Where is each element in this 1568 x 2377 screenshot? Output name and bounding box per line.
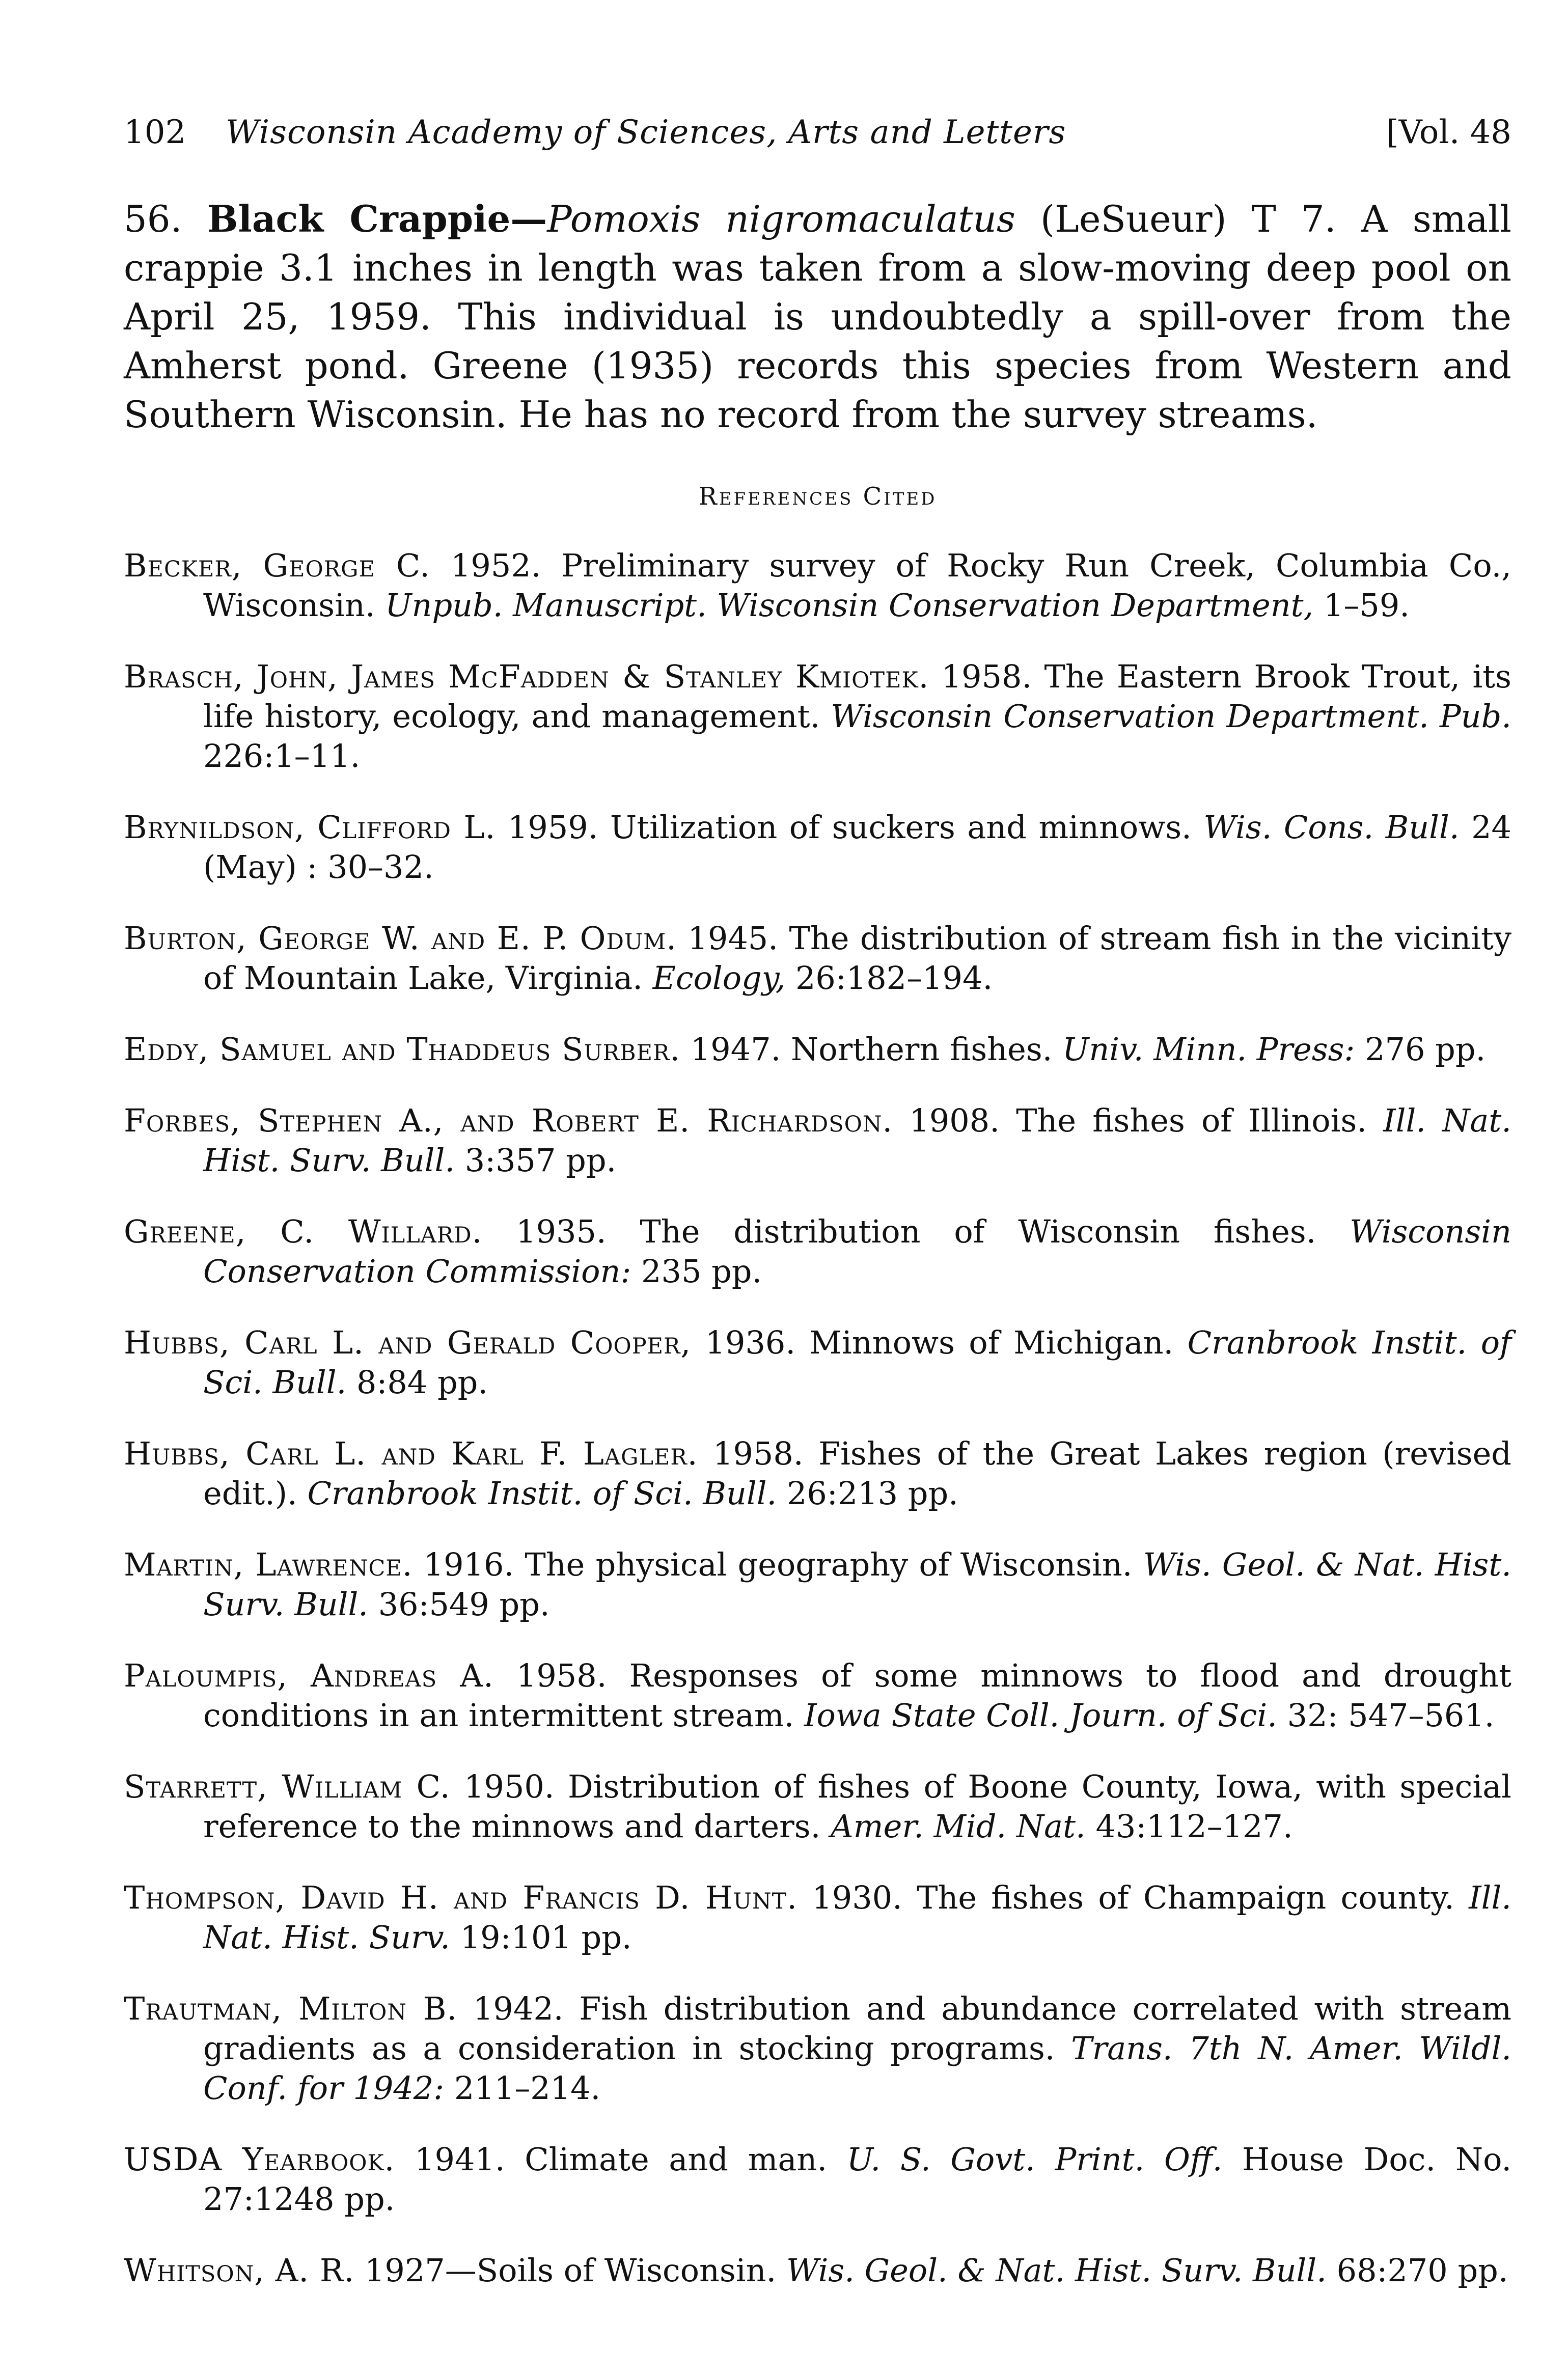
reference-author: Brynildson, Clifford L. <box>124 809 496 846</box>
reference-item <box>124 1101 1511 1180</box>
reference-author: Eddy, Samuel and Thaddeus Surber. <box>124 1031 681 1068</box>
reference-item <box>124 1656 1511 1735</box>
reference-author: Hubbs, Carl L. and Gerald Cooper, <box>124 1324 692 1361</box>
reference-text: 1930. The fishes of Champaign county. <box>797 1879 1469 1916</box>
reference-author: USDA Yearbook. <box>124 2141 395 2178</box>
reference-pages: 26:213 pp. <box>777 1475 958 1512</box>
reference-author: Paloumpis, Andreas A. <box>124 1657 494 1694</box>
reference-source: Cranbrook Instit. of Sci. Bull. <box>307 1475 777 1512</box>
reference-pages: 235 pp. <box>631 1253 762 1290</box>
reference-pages: 24 (May) : 30–32. <box>203 809 1511 886</box>
reference-text: 1927—Soils of Wisconsin. <box>354 2252 786 2289</box>
reference-text: 1947. Northern fishes. <box>680 1031 1063 1068</box>
reference-source: Iowa State Coll. Journ. of Sci. <box>804 1697 1277 1734</box>
reference-author: Trautman, Milton B. <box>124 1990 458 2027</box>
reference-pages: 32: 547–561. <box>1277 1697 1495 1734</box>
reference-item <box>124 808 1511 887</box>
reference-source: Wis. Geol. & Nat. Hist. Surv. Bull. <box>203 1546 1511 1623</box>
reference-text: 1950. Distribution of fishes of Boone County, Iowa, with special reference to the minnows and darters. <box>203 1768 1511 1845</box>
reference-item <box>124 1212 1511 1291</box>
reference-text: 1945. The distribution of stream fish in the vicinity of Mountain Lake, Virginia. <box>203 920 1511 997</box>
reference-item <box>124 546 1511 625</box>
reference-pages: 3:357 pp. <box>455 1142 617 1179</box>
reference-item <box>124 1545 1511 1624</box>
running-head <box>124 107 1511 158</box>
reference-author: Brasch, John, James McFadden & Stanley Kmiotek. <box>124 658 929 695</box>
reference-source: Wis. Cons. Bull. <box>1203 809 1460 846</box>
reference-text: 1942. Fish distribution and abundance correlated with stream gradients as a consideration in stocking programs. <box>203 1990 1511 2067</box>
reference-pages: 8:84 pp. <box>346 1364 488 1401</box>
reference-source: Wisconsin Conservation Department. Pub. <box>831 698 1511 735</box>
references-list <box>124 546 1511 2290</box>
reference-pages: 1–59. <box>1313 587 1410 624</box>
reference-source: Wisconsin Conservation Commission: <box>203 1213 1511 1290</box>
page-number: 102 <box>124 114 186 151</box>
species-scientific-name: Pomoxis nigromaculatus <box>547 198 1015 240</box>
reference-text: 1958. Responses of some minnows to flood and drought conditions in an intermittent stream. <box>203 1657 1511 1734</box>
reference-item <box>124 1878 1511 1957</box>
reference-author: Starrett, William C. <box>124 1768 451 1805</box>
reference-source: Ill. Nat. Hist. Surv. <box>203 1879 1511 1956</box>
reference-item <box>124 1323 1511 1402</box>
reference-author: Becker, George C. <box>124 547 430 584</box>
volume-label: [Vol. 48 <box>1386 114 1511 151</box>
reference-author: Hubbs, Carl L. and Karl F. Lagler. <box>124 1435 698 1472</box>
reference-source: Trans. 7th N. Amer. Wildl. Conf. for 1942: <box>203 2030 1512 2107</box>
reference-pages: 276 pp. <box>1355 1031 1486 1068</box>
reference-text: 1936. Minnows of Michigan. <box>691 1324 1188 1361</box>
reference-item <box>124 2251 1511 2290</box>
reference-pages: 211–214. <box>444 2069 601 2107</box>
reference-source: Wis. Geol. & Nat. Hist. Surv. Bull. <box>786 2252 1327 2289</box>
reference-source: Ill. Nat. Hist. Surv. Bull. <box>203 1102 1511 1179</box>
reference-text: 1916. The physical geography of Wisconsin. <box>412 1546 1143 1583</box>
reference-author: Whitson, A. R. <box>124 2252 355 2289</box>
references-heading: References Cited <box>698 482 937 511</box>
reference-pages: 43:112–127. <box>1085 1808 1293 1845</box>
species-text: (LeSueur) T 7. A small crappie 3.1 inches in length was taken from a slow-moving deep pool on April 25, 1959. This individual is undoubtedly a spill-over from the Amherst pond. Greene (1935) records this species from Western and Southern Wisconsin. He has no record from the survey streams. <box>124 198 1512 436</box>
reference-item <box>124 657 1511 776</box>
reference-source: Cranbrook Instit. of Sci. Bull. <box>203 1324 1511 1401</box>
reference-source: Univ. Minn. Press: <box>1062 1031 1355 1068</box>
reference-text: 1959. Utilization of suckers and minnows. <box>496 809 1204 846</box>
reference-author: Martin, Lawrence. <box>124 1546 413 1583</box>
reference-text: 1958. Fishes of the Great Lakes region (revised edit.). <box>203 1435 1511 1512</box>
reference-item <box>124 1030 1511 1069</box>
reference-author: Burton, George W. and E. P. Odum. <box>124 920 677 957</box>
species-common-name: Black Crappie— <box>207 197 547 240</box>
species-entry <box>124 195 1511 439</box>
reference-pages: House Doc. No. 27:1248 pp. <box>203 2141 1512 2218</box>
reference-author: Greene, C. Willard. <box>124 1213 483 1250</box>
page <box>124 107 1511 2290</box>
reference-pages: 68:270 pp. <box>1326 2252 1508 2289</box>
reference-text: 1952. Preliminary survey of Rocky Run Creek, Columbia Co., Wisconsin. <box>203 547 1511 624</box>
reference-item <box>124 2140 1511 2219</box>
reference-author: Thompson, David H. and Francis D. Hunt. <box>124 1879 798 1916</box>
reference-source: Ecology, <box>652 959 786 997</box>
reference-source: U. S. Govt. Print. Off. <box>846 2141 1223 2178</box>
reference-item <box>124 1989 1511 2108</box>
reference-pages: 19:101 pp. <box>450 1919 632 1956</box>
reference-text: 1935. The distribution of Wisconsin fishes. <box>482 1213 1350 1250</box>
reference-pages: 36:549 pp. <box>368 1586 550 1623</box>
reference-pages: 26:182–194. <box>785 959 993 997</box>
reference-item <box>124 1434 1511 1513</box>
reference-pages: 226:1–11. <box>203 737 361 775</box>
reference-item <box>124 919 1511 998</box>
reference-source: Amer. Mid. Nat. <box>831 1808 1086 1845</box>
reference-text: 1941. Climate and man. <box>395 2141 847 2178</box>
species-number: 56. <box>124 198 182 240</box>
reference-item <box>124 1767 1511 1846</box>
reference-author: Forbes, Stephen A., and Robert E. Richardson. <box>124 1102 893 1139</box>
reference-source: Unpub. Manuscript. Wisconsin Conservation Department, <box>385 587 1314 624</box>
reference-text: 1908. The fishes of Illinois. <box>893 1102 1384 1139</box>
reference-text: 1958. The Eastern Brook Trout, its life history, ecology, and management. <box>203 658 1511 735</box>
journal-title: Wisconsin Academy of Sciences, Arts and Letters <box>226 114 1066 151</box>
